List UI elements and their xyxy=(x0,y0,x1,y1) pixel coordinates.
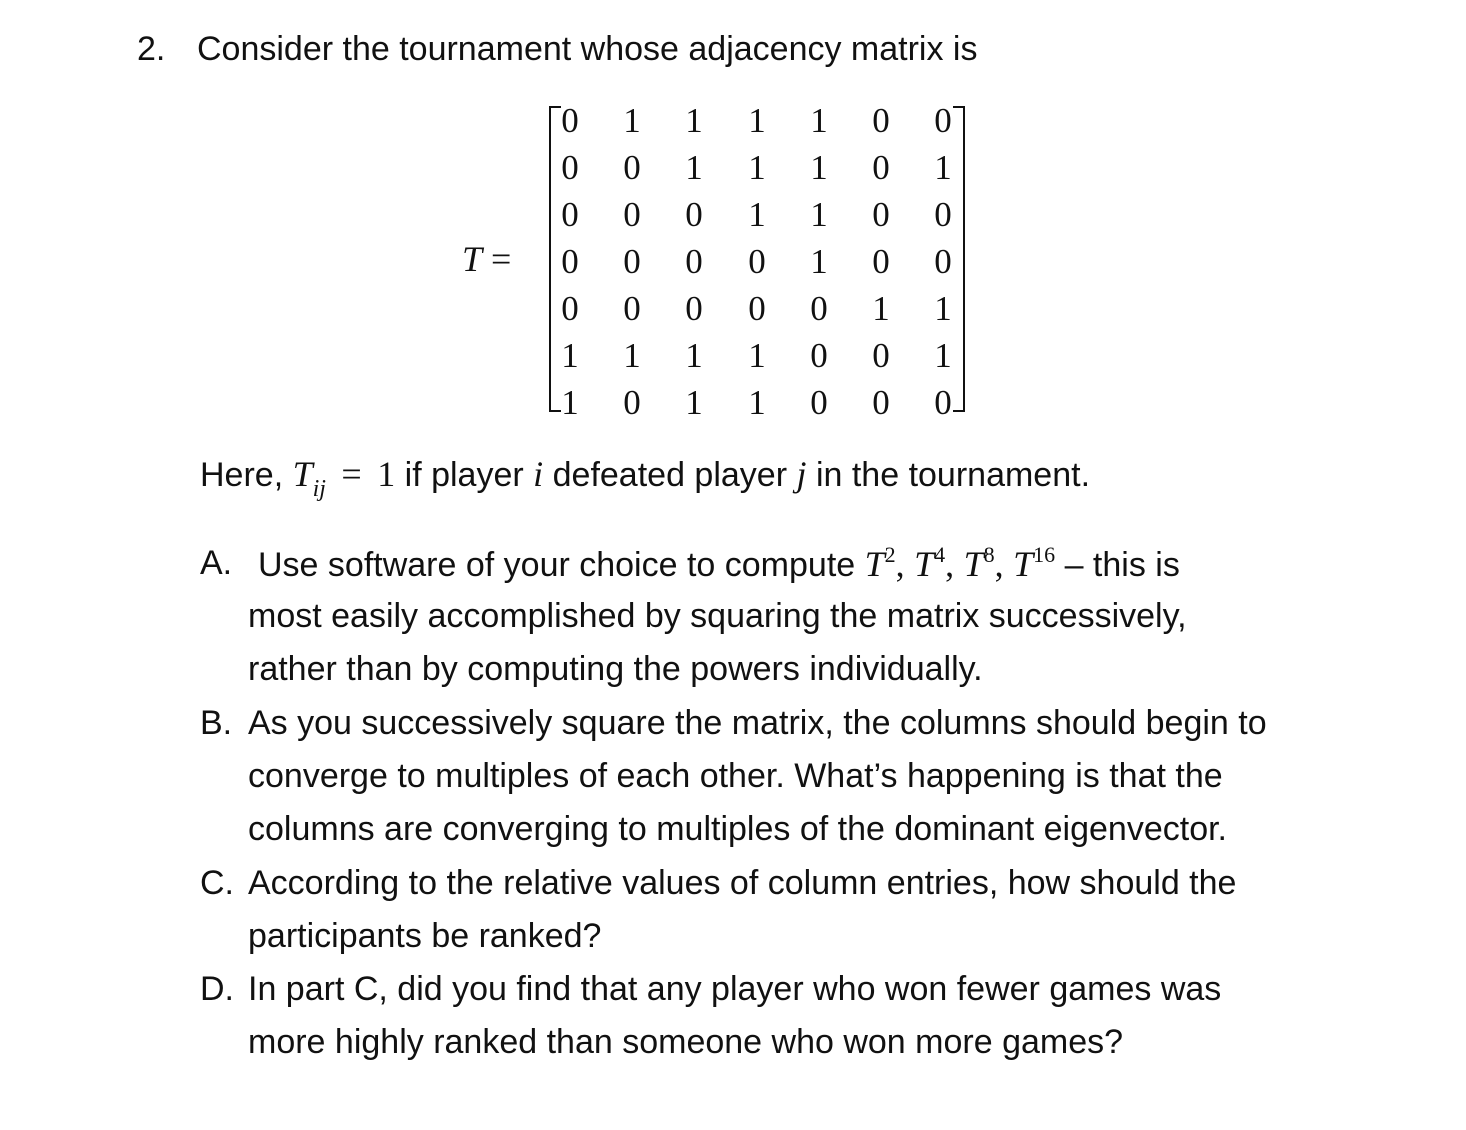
matrix-cell: 0 xyxy=(561,289,579,328)
matrix-cell: 1 xyxy=(685,336,703,375)
matrix-cell: 1 xyxy=(934,289,952,328)
part-b-letter: B. xyxy=(200,704,233,742)
power-comma-1: , xyxy=(895,544,905,584)
definition-value: 1 xyxy=(377,454,396,494)
matrix-cell: 1 xyxy=(623,336,641,375)
matrix-cell: 0 xyxy=(685,195,703,234)
definition-text-2: defeated player xyxy=(552,456,788,494)
matrix-cell: 0 xyxy=(934,195,952,234)
matrix-lhs xyxy=(462,241,511,277)
matrix-cell: 1 xyxy=(561,336,579,375)
matrix-cell: 0 xyxy=(623,383,641,422)
matrix-cell: 0 xyxy=(872,148,890,187)
question-number: 2. xyxy=(137,30,166,68)
definition-var: T xyxy=(292,454,313,494)
matrix-cell: 0 xyxy=(872,101,890,140)
matrix-cell: 1 xyxy=(685,148,703,187)
matrix-cell: 1 xyxy=(934,336,952,375)
matrix-cell: 0 xyxy=(561,148,579,187)
matrix-cell: 0 xyxy=(748,242,766,281)
matrix-cell: 0 xyxy=(623,195,641,234)
matrix-cell: 0 xyxy=(934,101,952,140)
matrix-cell: 0 xyxy=(872,195,890,234)
power-comma-2: , xyxy=(945,544,955,584)
matrix-cell: 1 xyxy=(685,383,703,422)
matrix-equals: = xyxy=(491,239,512,279)
part-a-line-1-tail: – this is xyxy=(1064,546,1180,584)
matrix-cell: 1 xyxy=(810,195,828,234)
matrix-cell: 1 xyxy=(934,148,952,187)
power-t16-exp: 16 xyxy=(1033,542,1056,567)
matrix-cell: 0 xyxy=(685,289,703,328)
power-comma-3: , xyxy=(994,544,1004,584)
definition-subscript: ij xyxy=(312,476,326,502)
power-t4-exp: 4 xyxy=(934,542,946,567)
definition-lead: Here, xyxy=(200,456,284,494)
matrix-cell: 0 xyxy=(748,289,766,328)
definition-eq: = xyxy=(341,454,362,494)
matrix-cell: 0 xyxy=(810,383,828,422)
matrix-cell: 0 xyxy=(872,242,890,281)
part-b-line-2: converge to multiples of each other. What’s happening is that the xyxy=(248,757,1223,795)
matrix-cell: 1 xyxy=(748,383,766,422)
part-c-letter: C. xyxy=(200,864,234,902)
matrix-cell: 1 xyxy=(748,195,766,234)
definition-i: i xyxy=(533,454,544,494)
part-b-line-1: As you successively square the matrix, the columns should begin to xyxy=(248,704,1267,742)
part-d-line-1: In part C, did you find that any player who won fewer games was xyxy=(248,970,1222,1008)
matrix-cell: 0 xyxy=(561,195,579,234)
definition-text-1: if player xyxy=(404,456,524,494)
matrix-cell: 0 xyxy=(810,289,828,328)
power-t4-base: T xyxy=(914,544,935,584)
matrix-cell: 0 xyxy=(872,336,890,375)
definition-j: j xyxy=(796,454,807,494)
part-d-letter: D. xyxy=(200,970,234,1008)
part-a-line-2: most easily accomplished by squaring the matrix successively, xyxy=(248,597,1187,635)
question-prompt: Consider the tournament whose adjacency matrix is xyxy=(197,30,978,68)
matrix-cell: 1 xyxy=(685,101,703,140)
matrix-cell: 0 xyxy=(623,289,641,328)
matrix-variable: T xyxy=(462,239,483,279)
matrix-cell: 1 xyxy=(748,148,766,187)
matrix-cell: 0 xyxy=(561,242,579,281)
matrix-cell: 0 xyxy=(561,101,579,140)
matrix-cell: 1 xyxy=(810,242,828,281)
matrix-cell: 1 xyxy=(748,101,766,140)
matrix-cell: 0 xyxy=(810,336,828,375)
matrix-cell: 1 xyxy=(872,289,890,328)
power-t2-exp: 2 xyxy=(884,542,896,567)
matrix-cell: 1 xyxy=(561,383,579,422)
part-c-line-2: participants be ranked? xyxy=(248,917,602,955)
part-a-letter: A. xyxy=(200,544,233,582)
matrix-cell: 0 xyxy=(934,242,952,281)
part-a-line-1-text: Use software of your choice to compute xyxy=(258,546,856,584)
matrix-cell: 0 xyxy=(623,148,641,187)
power-t2-base: T xyxy=(864,544,885,584)
definition-text-3: in the tournament. xyxy=(815,456,1091,494)
definition-line xyxy=(200,454,1091,502)
matrix-cell: 0 xyxy=(623,242,641,281)
matrix-cell: 0 xyxy=(934,383,952,422)
part-d-line-2: more highly ranked than someone who won more games? xyxy=(248,1023,1124,1061)
matrix-cell: 0 xyxy=(872,383,890,422)
matrix-cell: 0 xyxy=(685,242,703,281)
matrix-cell: 1 xyxy=(623,101,641,140)
power-t8-exp: 8 xyxy=(983,542,995,567)
matrix-cell: 1 xyxy=(748,336,766,375)
part-c-line-1: According to the relative values of column entries, how should the xyxy=(248,864,1237,902)
power-t8-base: T xyxy=(963,544,984,584)
matrix-cell: 1 xyxy=(810,101,828,140)
part-a-line-3: rather than by computing the powers individually. xyxy=(248,650,983,688)
part-b-line-3: columns are converging to multiples of the dominant eigenvector. xyxy=(248,810,1227,848)
part-a-line-1 xyxy=(258,542,1180,584)
matrix-cell: 1 xyxy=(810,148,828,187)
power-t16-base: T xyxy=(1013,544,1034,584)
